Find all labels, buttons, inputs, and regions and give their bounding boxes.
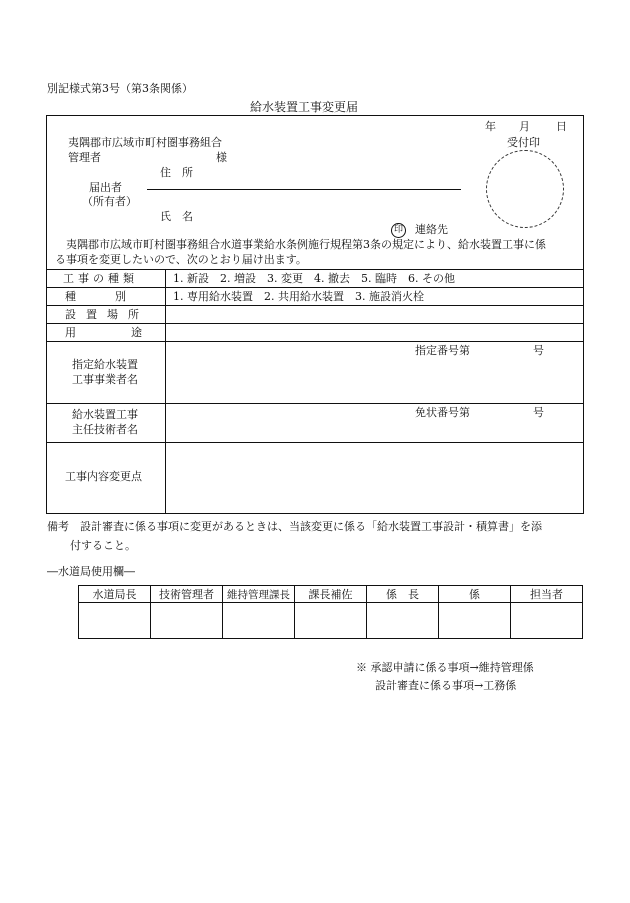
- seal-mark: 印: [391, 223, 406, 238]
- note-line1: ※ 承認申請に係る事項→維持管理係: [356, 661, 534, 674]
- addressee-honorific: 様: [216, 151, 227, 164]
- contractor-label-line1: 指定給水装置: [72, 358, 138, 371]
- office-stamp-cell[interactable]: [223, 603, 295, 639]
- office-stamp-cell[interactable]: [295, 603, 367, 639]
- label-column-divider: [165, 269, 166, 513]
- office-stamp-cell[interactable]: [367, 603, 439, 639]
- address-label: 住 所: [160, 166, 193, 179]
- remarks-line1: 備考 設計審査に係る事項に変更があるときは、当該変更に係る「給水装置工事設計・積算書」を添: [47, 520, 542, 533]
- changes-label: 工事内容変更点: [65, 470, 142, 483]
- contractor-number-suffix: 号: [533, 344, 544, 357]
- row-line-3: [47, 323, 583, 324]
- work-type-options: 1. 新設 2. 増設 3. 変更 4. 撤去 5. 臨時 6. その他: [173, 272, 455, 285]
- office-stamp-cell[interactable]: [439, 603, 511, 639]
- reception-stamp-label: 受付印: [507, 136, 540, 149]
- address-field-line: [147, 189, 461, 190]
- usage-label: 用 途: [65, 326, 164, 339]
- statement-line2: る事項を変更したいので、次のとおり届け出ます。: [55, 253, 307, 266]
- reception-stamp-circle: [486, 150, 564, 228]
- office-col-staff: 担当者: [511, 586, 583, 603]
- row-line-5: [47, 403, 583, 404]
- addressee-org: 夷隅郡市広域市町村圏事務組合: [68, 136, 222, 149]
- name-label: 氏 名: [160, 210, 193, 223]
- office-stamp-cell[interactable]: [151, 603, 223, 639]
- office-use-heading: ―水道局使用欄―: [47, 565, 135, 578]
- office-col-tech-manager: 技術管理者: [151, 586, 223, 603]
- engineer-number-label: 免状番号第: [415, 406, 470, 419]
- engineer-label-line1: 給水装置工事: [72, 408, 138, 421]
- applicant-label: 届出者: [89, 181, 122, 194]
- contact-label: 連絡先: [415, 223, 448, 236]
- addressee-role: 管理者: [68, 151, 101, 164]
- row-line-1: [47, 287, 583, 288]
- category-options: 1. 専用給水装置 2. 共用給水装置 3. 施設消火栓: [173, 290, 424, 303]
- office-stamp-cell[interactable]: [79, 603, 151, 639]
- engineer-label-line2: 主任技術者名: [72, 423, 138, 436]
- office-col-section: 係: [439, 586, 511, 603]
- statement-line1: 夷隅郡市広域市町村圏事務組合水道事業給水条例施行規程第3条の規定により、給水装置工事に係: [55, 238, 546, 251]
- work-type-label: 工事の種類: [63, 272, 138, 285]
- applicant-label-owner: （所有者）: [82, 195, 137, 208]
- office-use-stamp-row: [79, 603, 583, 639]
- office-col-maintenance-chief: 維持管理課長: [223, 586, 295, 603]
- remarks-line2: 付すること。: [70, 539, 136, 552]
- row-line-4: [47, 341, 583, 342]
- office-col-director: 水道局長: [79, 586, 151, 603]
- date-month-label: 月: [519, 120, 530, 133]
- page-title: 給水装置工事変更届: [250, 100, 359, 114]
- location-label: 設置場所: [65, 308, 149, 321]
- form-number: 別記様式第3号（第3条関係）: [47, 82, 193, 95]
- engineer-number-suffix: 号: [533, 406, 544, 419]
- office-stamp-cell[interactable]: [511, 603, 583, 639]
- contractor-number-label: 指定番号第: [415, 344, 470, 357]
- office-use-header-row: [79, 586, 583, 603]
- office-col-section-chief: 係 長: [367, 586, 439, 603]
- table-top-line: [47, 269, 583, 270]
- note-line2: 設計審査に係る事項→工務係: [375, 679, 517, 692]
- row-line-2: [47, 305, 583, 306]
- row-line-6: [47, 442, 583, 443]
- contractor-label-line2: 工事事業者名: [72, 373, 138, 386]
- office-col-deputy: 課長補佐: [295, 586, 367, 603]
- date-year-label: 年: [485, 120, 496, 133]
- date-day-label: 日: [556, 120, 567, 133]
- category-label: 種 別: [65, 290, 140, 303]
- office-use-table: [78, 585, 583, 639]
